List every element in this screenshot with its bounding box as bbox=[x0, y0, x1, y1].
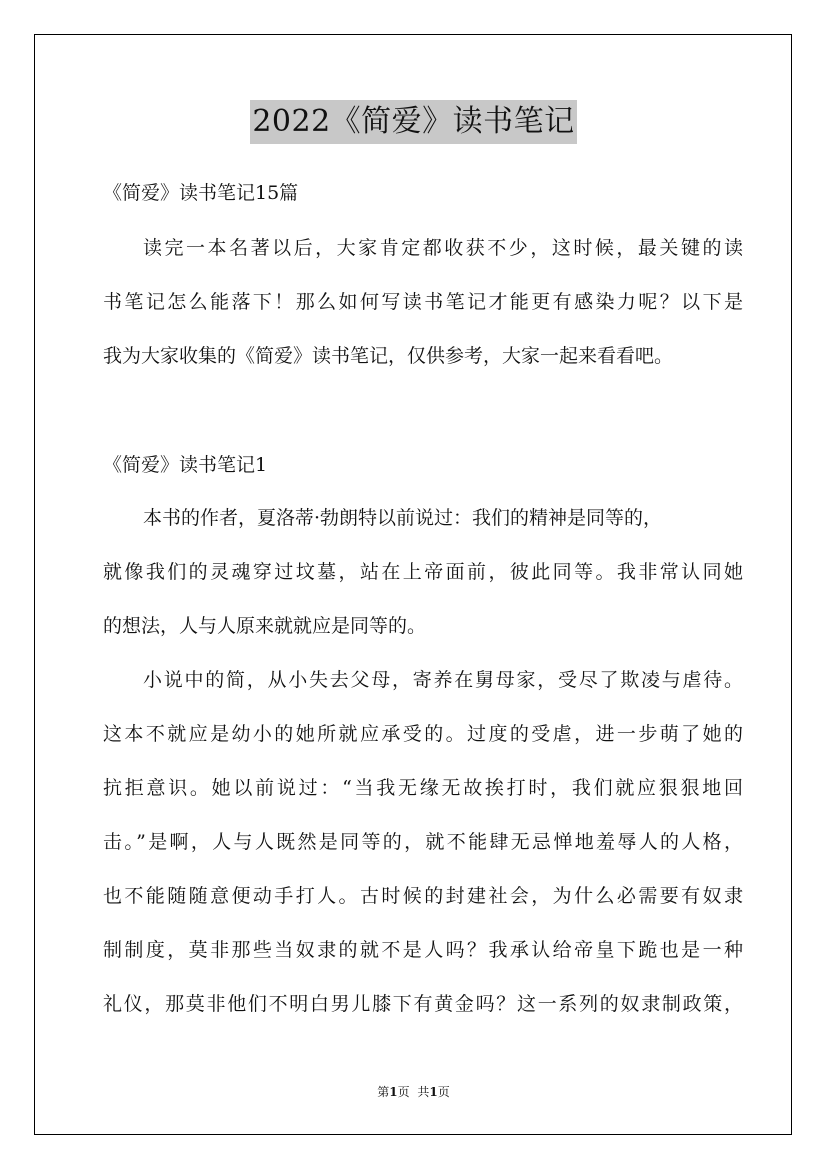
intro-line: 我为大家收集的《简爱》读书笔记，仅供参考，大家一起来看看吧。 bbox=[103, 345, 674, 367]
paragraph-line: 就像我们的灵魂穿过坟墓，站在上帝面前，彼此同等。我非常认同她 bbox=[103, 561, 743, 583]
paragraph-line: 小说中的简，从小失去父母，寄养在舅母家，受尽了欺凌与虐待。 bbox=[143, 669, 743, 691]
paragraph-line: 的想法，人与人原来就就应是同等的。 bbox=[103, 615, 427, 637]
paragraph-line: 礼仪，那莫非他们不明白男儿膝下有黄金吗？这一系列的奴隶制政策， bbox=[103, 993, 743, 1015]
paragraph-line: 制制度，莫非那些当奴隶的就不是人吗？我承认给帝皇下跪也是一种 bbox=[103, 939, 743, 961]
page-footer bbox=[0, 1083, 827, 1101]
paragraph-line: 也不能随随意便动手打人。古时候的封建社会，为什么必需要有奴隶 bbox=[103, 885, 743, 907]
paragraph-line: 击。”是啊，人与人既然是同等的，就不能肆无忌惮地羞辱人的人格， bbox=[103, 831, 743, 853]
paragraph-line: 这本不就应是幼小的她所就应承受的。过度的受虐，进一步萌了她的 bbox=[103, 723, 743, 745]
document-title: 2022《简爱》读书笔记 bbox=[250, 100, 576, 144]
footer-page-number: 1 bbox=[389, 1085, 398, 1099]
paragraph-line: 抗拒意识。她以前说过：“当我无缘无故挨打时，我们就应狠狠地回 bbox=[103, 777, 743, 799]
section-heading: 《简爱》读书笔记1 bbox=[103, 454, 268, 476]
intro-line: 书笔记怎么能落下！那么如何写读书笔记才能更有感染力呢？以下是 bbox=[103, 291, 743, 313]
subtitle: 《简爱》读书笔记15篇 bbox=[103, 182, 299, 204]
footer-page-suffix: 页 bbox=[397, 1085, 410, 1099]
footer-total-number: 1 bbox=[429, 1085, 438, 1099]
paragraph-line: 本书的作者，夏洛蒂·勃朗特以前说过：我们的精神是同等的， bbox=[143, 507, 663, 529]
footer-total-suffix: 页 bbox=[437, 1085, 450, 1099]
title-container bbox=[0, 100, 827, 144]
intro-line: 读完一本名著以后，大家肯定都收获不少，这时候，最关键的读 bbox=[143, 237, 743, 259]
footer-total-prefix: 共 bbox=[417, 1085, 430, 1099]
footer-page-prefix: 第 bbox=[377, 1085, 390, 1099]
